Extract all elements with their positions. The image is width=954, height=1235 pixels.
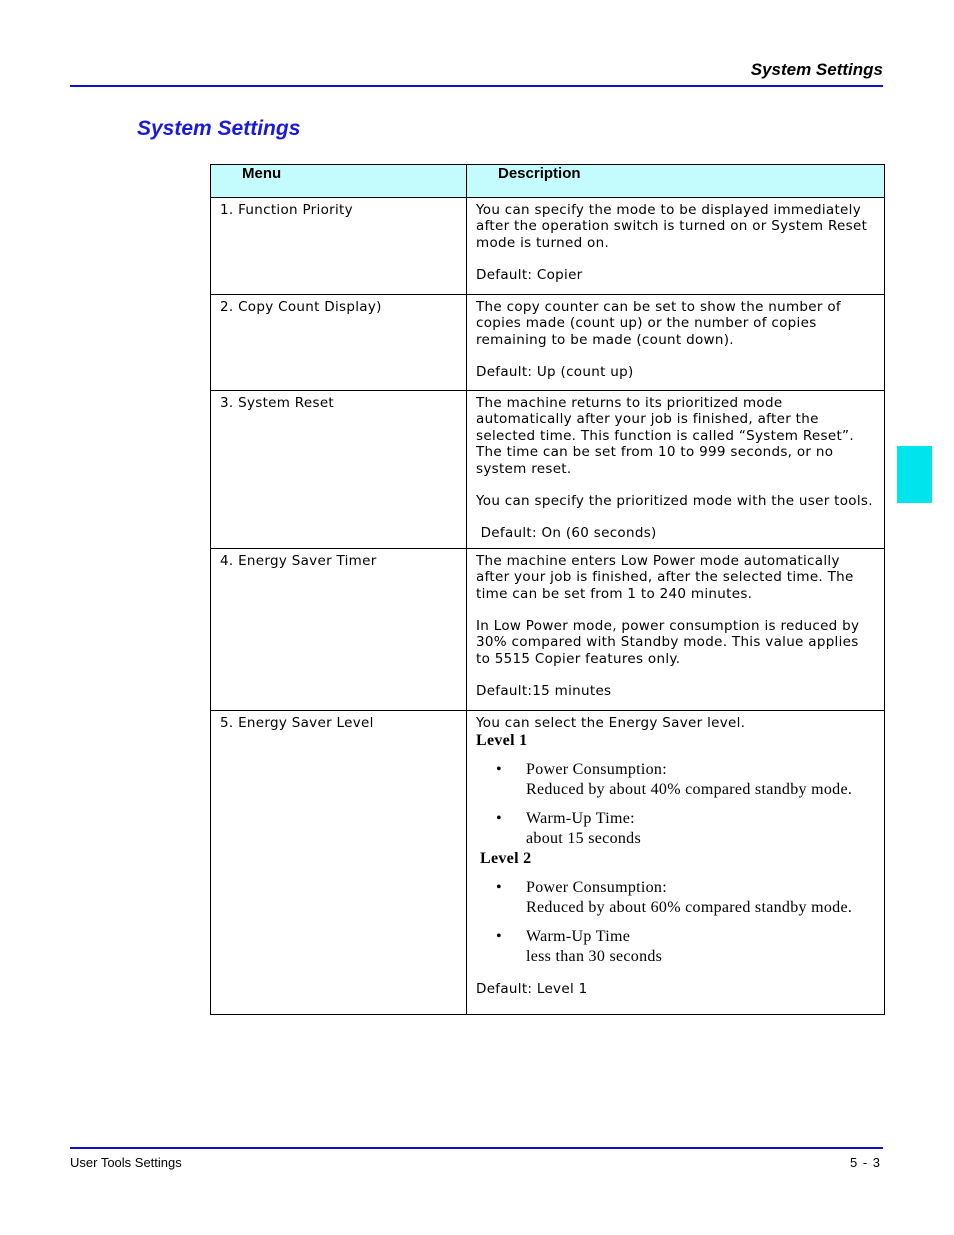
description-paragraph: You can select the Energy Saver level. — [476, 714, 746, 731]
menu-cell: 1. Function Priority — [211, 198, 467, 295]
description-cell — [467, 198, 885, 295]
default-value: Default: Copier — [476, 267, 583, 284]
table-row — [211, 548, 885, 710]
bullet-icon: • — [496, 879, 502, 897]
table-row — [211, 710, 885, 1014]
table-row — [211, 295, 885, 391]
menu-cell: 2. Copy Count Display) — [211, 295, 467, 391]
default-value: Default: Level 1 — [476, 981, 588, 998]
page-title: System Settings — [137, 117, 301, 140]
bullet-icon: • — [496, 928, 502, 946]
bullet-title: Warm-Up Time — [526, 928, 631, 946]
bullet-detail: about 15 seconds — [526, 830, 642, 848]
menu-cell: 3. System Reset — [211, 391, 467, 549]
table-row — [211, 198, 885, 295]
description-paragraph: You can specify the mode to be displayed immediately after the operation switch is turned on or System Reset mode is turned on. — [476, 202, 868, 251]
description-paragraph: In Low Power mode, power consumption is reduced by 30% compared with Standby mode. This value applies to 5515 Copier features only. — [476, 618, 860, 667]
header-rule — [70, 85, 883, 87]
default-value: Default: On (60 seconds) — [476, 525, 657, 542]
description-paragraph: The machine enters Low Power mode automatically after your job is finished, after the selected time. The time can be set from 1 to 240 minutes. — [476, 552, 854, 602]
list-item — [496, 927, 876, 967]
menu-cell: 5. Energy Saver Level — [211, 710, 467, 1014]
description-paragraph: The copy counter can be set to show the number of copies made (count up) or the number of copies remaining to be made (count down). — [476, 299, 841, 348]
description-cell — [467, 548, 885, 710]
bullet-detail: Reduced by about 40% compared standby mode. — [526, 781, 853, 799]
bullet-title: Power Consumption: — [526, 879, 667, 897]
footer-section-title: User Tools Settings — [70, 1155, 182, 1170]
list-item — [496, 878, 876, 918]
bullet-title: Power Consumption: — [526, 761, 667, 779]
description-cell — [467, 391, 885, 549]
page-number: 5 - 3 — [849, 1155, 881, 1170]
description-paragraph: You can specify the prioritized mode with the user tools. — [476, 493, 873, 510]
menu-cell: 4. Energy Saver Timer — [211, 548, 467, 710]
bullet-title: Warm-Up Time: — [526, 810, 635, 828]
column-header-description: Description — [467, 165, 885, 198]
description-cell — [467, 295, 885, 391]
default-value: Default: Up (count up) — [476, 364, 634, 381]
list-item — [496, 809, 876, 849]
bullet-detail: Reduced by about 60% compared standby mode. — [526, 899, 853, 917]
level-1-heading: Level 1 — [476, 732, 528, 750]
footer-rule — [70, 1147, 883, 1149]
description-paragraph: The machine returns to its prioritized mode automatically after your job is finished, after the selected time. This function is called “System Reset”. The time can be set from 10 to 999 seconds, or no system reset. — [476, 395, 854, 477]
column-header-menu: Menu — [211, 165, 467, 198]
table-header-row — [211, 165, 885, 198]
default-value: Default:15 minutes — [476, 683, 612, 700]
system-settings-table — [210, 164, 885, 1015]
description-cell — [467, 710, 885, 1014]
chapter-tab-marker — [897, 446, 932, 503]
bullet-icon: • — [496, 810, 502, 828]
running-header-title: System Settings — [750, 60, 883, 79]
table-row — [211, 391, 885, 549]
list-item — [496, 760, 876, 800]
level-2-heading: Level 2 — [480, 850, 532, 868]
bullet-detail: less than 30 seconds — [526, 948, 663, 966]
bullet-icon: • — [496, 761, 502, 779]
